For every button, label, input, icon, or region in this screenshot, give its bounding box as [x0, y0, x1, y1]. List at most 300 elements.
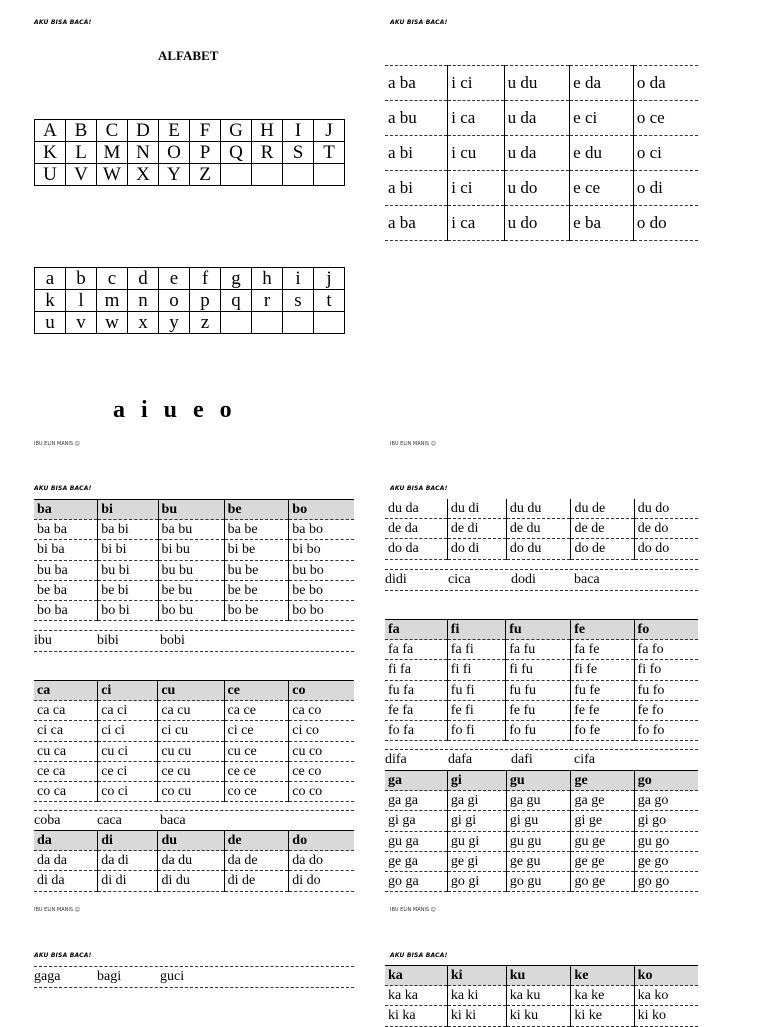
table-cell: di da [34, 871, 98, 891]
table-cell: fe fu [506, 700, 571, 720]
table-cell: C [97, 120, 128, 142]
table-cell: r [252, 290, 283, 312]
table-cell: u do [504, 171, 570, 206]
vowels-line: a i u e o [113, 397, 232, 423]
table-cell: M [97, 142, 128, 164]
table-cell: ka ke [571, 986, 634, 1006]
table-cell: fi [447, 620, 505, 640]
table-cell: co co [289, 781, 354, 801]
table-cell: o do [633, 206, 698, 241]
practice-word: dodi [511, 572, 536, 587]
table-row [34, 600, 354, 620]
table-cell: fu [506, 620, 571, 640]
table-cell: fa fo [634, 640, 698, 660]
table-cell: cu ci [98, 741, 158, 761]
table-row [35, 142, 345, 164]
table-cell: ca ca [34, 701, 98, 721]
table-cell: du du [506, 499, 571, 519]
table-cell: do do [634, 539, 698, 559]
table-cell: bu ba [34, 560, 98, 580]
table-cell: gi go [634, 811, 698, 831]
table-cell: T [314, 142, 345, 164]
table-cell: K [35, 142, 66, 164]
table-cell: ci ce [224, 721, 289, 741]
table-cell: ga go [634, 791, 698, 811]
table-cell: e du [570, 136, 634, 171]
table-cell: da [34, 831, 98, 851]
table-cell: du di [447, 499, 506, 519]
table-cell: gi ge [571, 811, 634, 831]
table-cell: N [128, 142, 159, 164]
table-cell: ge go [634, 851, 698, 871]
table-cell: u du [504, 66, 570, 101]
table-cell: ge [571, 771, 634, 791]
table-cell: be bu [158, 580, 224, 600]
table-cell: ga ga [385, 791, 447, 811]
table-cell: bo [289, 500, 354, 520]
table-cell: gu gi [447, 831, 506, 851]
table-row [35, 120, 345, 142]
table-row [34, 761, 354, 781]
table-cell: du do [634, 499, 698, 519]
table-row [34, 871, 354, 891]
table-cell: ca ce [224, 701, 289, 721]
table-cell: gu [506, 771, 571, 791]
table-row [385, 851, 698, 871]
footer-label-p1: IBU ELIN MANIS ☺ [34, 441, 80, 447]
practice-word: gaga [34, 969, 61, 984]
table-cell: de do [634, 519, 698, 539]
table-cell: cu [158, 681, 224, 701]
uppercase-table [34, 119, 345, 186]
table-cell: n [128, 290, 159, 312]
table-cell: ge gi [447, 851, 506, 871]
table-cell: fe fo [634, 700, 698, 720]
table-cell: fu fo [634, 680, 698, 700]
table-cell: ka [385, 966, 447, 986]
table-cell: d [128, 268, 159, 290]
table-cell: ga [385, 771, 447, 791]
table-cell: do [289, 831, 354, 851]
table-cell: go go [634, 871, 698, 891]
table-cell: fa [385, 620, 447, 640]
table-cell [221, 312, 252, 334]
syllable-table-d2 [385, 499, 698, 560]
table-cell: fo fu [506, 720, 571, 740]
alphabet-title: ALFABET [158, 48, 219, 63]
table-cell: fo fo [634, 720, 698, 740]
table-cell: E [159, 120, 190, 142]
table-cell: do du [506, 539, 571, 559]
table-cell: de di [447, 519, 506, 539]
table-cell: ba bu [158, 520, 224, 540]
table-cell: e ba [570, 206, 634, 241]
table-cell: e [159, 268, 190, 290]
table-row [385, 640, 698, 660]
table-cell: w [97, 312, 128, 334]
table-cell: de de [571, 519, 634, 539]
table-cell: k [35, 290, 66, 312]
practice-word: coba [34, 813, 61, 828]
table-cell: co cu [158, 781, 224, 801]
table-cell: a bi [385, 171, 448, 206]
table-cell: ka ku [506, 986, 571, 1006]
table-row [385, 66, 698, 101]
table-cell: ki ku [506, 1006, 571, 1026]
table-cell: ke [571, 966, 634, 986]
word-line-g [34, 966, 354, 988]
table-cell: da do [289, 851, 354, 871]
header-label-p1: AKU BISA BACA! [34, 19, 92, 26]
practice-word: ibu [34, 633, 52, 648]
syllable-table-d [34, 830, 354, 892]
table-row [385, 136, 698, 171]
table-cell: cu ce [224, 741, 289, 761]
table-cell: o di [633, 171, 698, 206]
table-cell: A [35, 120, 66, 142]
table-cell: ba bi [98, 520, 158, 540]
table-cell: di [98, 831, 158, 851]
table-cell: o [159, 290, 190, 312]
table-cell: c [97, 268, 128, 290]
practice-word: dafi [511, 752, 533, 767]
table-cell: ce [224, 681, 289, 701]
table-row [34, 851, 354, 871]
table-row [385, 720, 698, 740]
table-cell: bo bo [289, 600, 354, 620]
table-cell: ci [98, 681, 158, 701]
table-row [34, 500, 354, 520]
table-cell: de da [385, 519, 447, 539]
vowel-syllable-table [385, 65, 698, 241]
table-cell: p [190, 290, 221, 312]
table-cell: do de [571, 539, 634, 559]
table-cell: O [159, 142, 190, 164]
table-cell: bu [158, 500, 224, 520]
syllable-table-b [34, 499, 354, 621]
table-cell [252, 164, 283, 186]
table-cell: q [221, 290, 252, 312]
table-cell: bu bo [289, 560, 354, 580]
table-cell: bi bi [98, 540, 158, 560]
table-cell: fi fu [506, 660, 571, 680]
table-cell: go gu [506, 871, 571, 891]
table-cell: f [190, 268, 221, 290]
table-cell: W [97, 164, 128, 186]
table-cell: gu gu [506, 831, 571, 851]
table-cell: i ca [448, 101, 504, 136]
table-cell: o ci [633, 136, 698, 171]
table-cell [314, 312, 345, 334]
table-cell: ci ca [34, 721, 98, 741]
table-cell: be [224, 500, 289, 520]
table-cell: ge ga [385, 851, 447, 871]
table-cell: ba [34, 500, 98, 520]
table-row [385, 986, 698, 1006]
table-cell: da du [158, 851, 224, 871]
table-row [385, 101, 698, 136]
table-cell: ca cu [158, 701, 224, 721]
table-cell: gi gu [506, 811, 571, 831]
table-cell: ce cu [158, 761, 224, 781]
table-cell: Z [190, 164, 221, 186]
table-cell: do da [385, 539, 447, 559]
table-cell: h [252, 268, 283, 290]
table-cell: F [190, 120, 221, 142]
practice-word: difa [385, 752, 407, 767]
table-cell: ca ci [98, 701, 158, 721]
table-cell: J [314, 120, 345, 142]
table-row [385, 811, 698, 831]
table-cell: o ce [633, 101, 698, 136]
table-cell: go gi [447, 871, 506, 891]
table-cell: y [159, 312, 190, 334]
table-cell: t [314, 290, 345, 312]
table-cell: a bi [385, 136, 448, 171]
table-cell: a ba [385, 206, 448, 241]
practice-word: caca [97, 813, 122, 828]
table-cell: bi bo [289, 540, 354, 560]
table-row [35, 312, 345, 334]
table-cell: fi fe [571, 660, 634, 680]
table-cell: di di [98, 871, 158, 891]
table-cell: i ci [448, 66, 504, 101]
table-row [385, 519, 698, 539]
table-cell: fa fe [571, 640, 634, 660]
table-row [385, 831, 698, 851]
table-cell: ca [34, 681, 98, 701]
table-cell: g [221, 268, 252, 290]
table-cell: bo bi [98, 600, 158, 620]
table-row [34, 540, 354, 560]
table-cell: fu fe [571, 680, 634, 700]
table-cell: cu cu [158, 741, 224, 761]
table-cell: ga gi [447, 791, 506, 811]
table-row [34, 701, 354, 721]
footer-label-p3: IBU ELIN MANIS ☺ [34, 907, 80, 913]
header-label-p3: AKU BISA BACA! [34, 485, 92, 492]
table-cell: be bo [289, 580, 354, 600]
table-cell: fo fe [571, 720, 634, 740]
table-cell: fe fi [447, 700, 505, 720]
table-cell: gi [447, 771, 506, 791]
header-label-p5: AKU BISA BACA! [34, 952, 92, 959]
table-cell: u do [504, 206, 570, 241]
table-cell: gi gi [447, 811, 506, 831]
practice-word: baca [160, 813, 186, 828]
table-cell: du da [385, 499, 447, 519]
table-row [385, 206, 698, 241]
table-cell: ga ge [571, 791, 634, 811]
practice-word: bagi [97, 969, 122, 984]
table-cell: o da [633, 66, 698, 101]
table-cell: D [128, 120, 159, 142]
table-cell: S [283, 142, 314, 164]
table-row [385, 539, 698, 559]
table-cell: fa fa [385, 640, 447, 660]
table-cell: de [224, 831, 289, 851]
table-row [385, 680, 698, 700]
table-cell: ca co [289, 701, 354, 721]
table-row [385, 700, 698, 720]
table-cell: fi fa [385, 660, 447, 680]
table-cell: u da [504, 101, 570, 136]
word-line-b [34, 630, 354, 652]
table-cell: fe fa [385, 700, 447, 720]
table-row [35, 268, 345, 290]
table-cell: fa fi [447, 640, 505, 660]
table-cell: du [158, 831, 224, 851]
table-cell: du de [571, 499, 634, 519]
table-row [385, 1006, 698, 1026]
syllable-table-c [34, 680, 354, 802]
table-cell: bi ba [34, 540, 98, 560]
table-cell: co ce [224, 781, 289, 801]
table-row [35, 164, 345, 186]
table-row [34, 681, 354, 701]
header-label-p6: AKU BISA BACA! [390, 952, 448, 959]
word-line-d [385, 569, 698, 591]
table-cell: fi fo [634, 660, 698, 680]
table-cell: go ga [385, 871, 447, 891]
table-row [385, 171, 698, 206]
table-row [385, 791, 698, 811]
table-cell: ka ka [385, 986, 447, 1006]
table-cell: ce ci [98, 761, 158, 781]
table-cell: co ci [98, 781, 158, 801]
table-cell: G [221, 120, 252, 142]
table-cell: ko [634, 966, 698, 986]
table-cell: R [252, 142, 283, 164]
table-cell: fu fu [506, 680, 571, 700]
word-line-c [34, 810, 354, 831]
footer-label-p2: IBU ELIN MANIS ☺ [390, 441, 436, 447]
table-cell: a bu [385, 101, 448, 136]
table-cell: be bi [98, 580, 158, 600]
table-cell: a ba [385, 66, 448, 101]
table-cell: da de [224, 851, 289, 871]
table-cell: ge ge [571, 851, 634, 871]
table-cell: co [289, 681, 354, 701]
table-cell: bo bu [158, 600, 224, 620]
table-cell: da di [98, 851, 158, 871]
table-row [385, 620, 698, 640]
table-cell: ba ba [34, 520, 98, 540]
table-cell: ki [447, 966, 506, 986]
table-cell: fe fe [571, 700, 634, 720]
table-row [34, 560, 354, 580]
table-cell: cu co [289, 741, 354, 761]
table-cell: B [66, 120, 97, 142]
practice-word: baca [574, 572, 600, 587]
word-line-f [385, 749, 698, 770]
table-cell: fo fa [385, 720, 447, 740]
table-cell: fa fu [506, 640, 571, 660]
table-cell: do di [447, 539, 506, 559]
practice-word: guci [160, 969, 185, 984]
table-cell: x [128, 312, 159, 334]
table-cell: gu ge [571, 831, 634, 851]
table-cell: bu bu [158, 560, 224, 580]
table-cell: i cu [448, 136, 504, 171]
table-cell: bo ba [34, 600, 98, 620]
table-cell: U [35, 164, 66, 186]
table-row [385, 771, 698, 791]
table-cell: bu bi [98, 560, 158, 580]
table-cell: fo [634, 620, 698, 640]
table-cell: ka ki [447, 986, 506, 1006]
table-cell: Q [221, 142, 252, 164]
table-cell: Y [159, 164, 190, 186]
table-row [34, 831, 354, 851]
table-cell: fu fa [385, 680, 447, 700]
table-cell: a [35, 268, 66, 290]
table-row [34, 580, 354, 600]
table-cell: L [66, 142, 97, 164]
table-cell: bi [98, 500, 158, 520]
table-cell: u da [504, 136, 570, 171]
table-cell: fo fi [447, 720, 505, 740]
table-cell [314, 164, 345, 186]
table-cell: ci co [289, 721, 354, 741]
table-row [34, 741, 354, 761]
table-cell: ku [506, 966, 571, 986]
table-cell: V [66, 164, 97, 186]
footer-label-p4: IBU ELIN MANIS ☺ [390, 907, 436, 913]
table-cell: i [283, 268, 314, 290]
table-cell: P [190, 142, 221, 164]
table-cell: bi be [224, 540, 289, 560]
table-cell: di do [289, 871, 354, 891]
table-cell: v [66, 312, 97, 334]
table-cell: be be [224, 580, 289, 600]
syllable-table-k [385, 965, 698, 1027]
table-cell: gi ga [385, 811, 447, 831]
table-cell: I [283, 120, 314, 142]
table-row [34, 781, 354, 801]
table-row [385, 660, 698, 680]
table-cell: ki ke [571, 1006, 634, 1026]
table-cell: di de [224, 871, 289, 891]
practice-word: cica [448, 572, 471, 587]
table-cell: di du [158, 871, 224, 891]
table-cell: gu ga [385, 831, 447, 851]
syllable-table-g [385, 770, 698, 892]
table-cell: l [66, 290, 97, 312]
table-cell: bi bu [158, 540, 224, 560]
table-cell: ba be [224, 520, 289, 540]
table-cell: ka ko [634, 986, 698, 1006]
table-cell: u [35, 312, 66, 334]
table-cell: ki ka [385, 1006, 447, 1026]
practice-word: bibi [97, 633, 119, 648]
table-cell: bu be [224, 560, 289, 580]
practice-word: didi [385, 572, 407, 587]
table-cell: i ca [448, 206, 504, 241]
table-cell: e ci [570, 101, 634, 136]
table-cell: ce ce [224, 761, 289, 781]
table-cell: z [190, 312, 221, 334]
table-cell: ga gu [506, 791, 571, 811]
table-row [385, 499, 698, 519]
table-cell: de du [506, 519, 571, 539]
lowercase-table [34, 267, 345, 334]
table-cell [283, 164, 314, 186]
table-cell: ce ca [34, 761, 98, 781]
table-row [35, 290, 345, 312]
table-row [34, 520, 354, 540]
table-cell: X [128, 164, 159, 186]
